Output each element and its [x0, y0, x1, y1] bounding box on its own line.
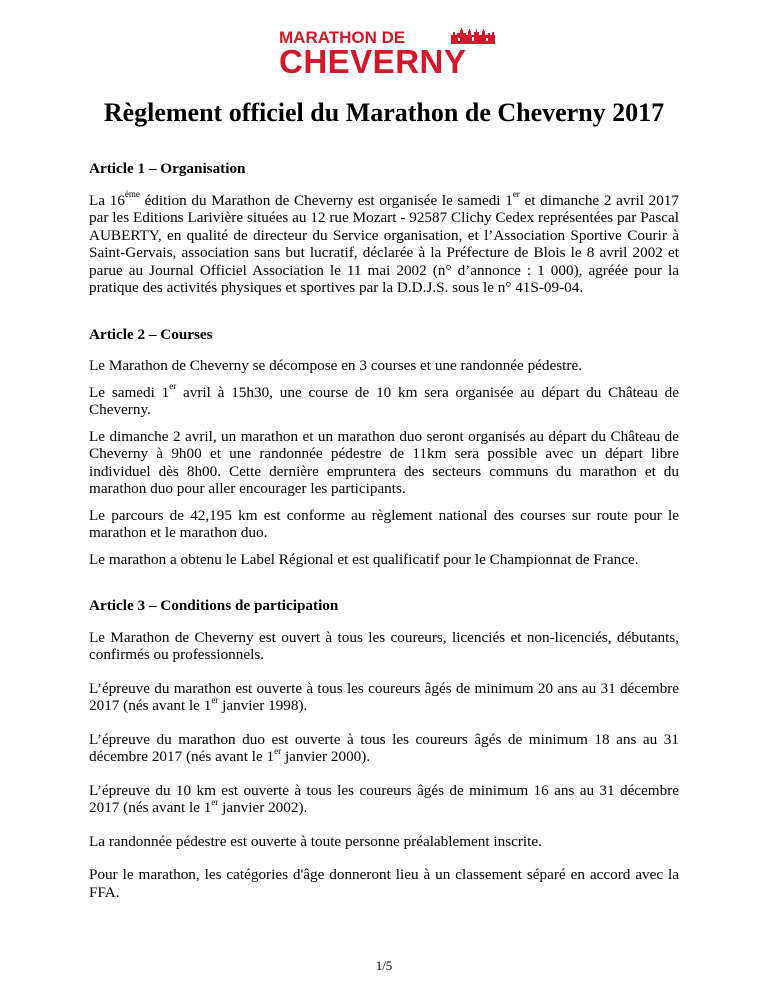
article-2-paragraph-3: Le dimanche 2 avril, un marathon et un marathon duo seront organisés au départ du Château de Cheverny à 9h00 et une randonnée pédestre de 11km sera possible avec un départ libre individuel dès 8h00. Cette dernière empruntera des secteurs communs du marathon et du marathon duo pour aller encourager les participants.: [89, 427, 679, 497]
superscript: er: [512, 189, 520, 200]
superscript: er: [169, 381, 177, 392]
text-run: La 16: [89, 191, 125, 209]
logo-line2: CHEVERNY: [279, 43, 467, 80]
logo-line1: MARATHON DE: [279, 28, 406, 47]
page-number: 1/5: [375, 958, 393, 973]
text-run: janvier 2002).: [218, 799, 308, 816]
text-run: L’épreuve du marathon est ouverte à tous les coureurs âgés de minimum 20 ans au 31 décembre 2017 (nés avant le 1: [89, 679, 679, 714]
text-run: janvier 2000).: [281, 748, 371, 765]
castle-icon: [451, 27, 495, 44]
article-3-paragraph-1: Le Marathon de Cheverny est ouvert à tous les coureurs, licenciés et non-licenciés, débutants, confirmés ou professionnels.: [89, 628, 679, 663]
article-2-heading: Article 2 – Courses: [89, 325, 213, 343]
text-run: L’épreuve du 10 km est ouverte à tous les coureurs âgés de minimum 16 ans au 31 décembre 2017 (nés avant le 1: [89, 781, 679, 816]
article-2-paragraph-5: Le marathon a obtenu le Label Régional et est qualificatif pour le Championnat de France.: [89, 550, 639, 568]
article-3-paragraph-5: La randonnée pédestre est ouverte à toute personne préalablement inscrite.: [89, 832, 542, 850]
superscript: ème: [124, 189, 140, 200]
article-2-paragraph-2: [89, 381, 679, 419]
article-3-paragraph-4: [89, 782, 679, 817]
article-3-paragraph-2: [89, 680, 679, 715]
document-body: [89, 160, 679, 910]
text-run: avril à 15h30, une course de 10 km sera organisée au départ du Château de Cheverny.: [89, 383, 679, 418]
superscript: er: [211, 796, 219, 807]
article-3-paragraph-3: [89, 731, 679, 766]
marathon-logo: [279, 26, 497, 82]
superscript: er: [274, 745, 282, 756]
article-3-paragraph-6: Pour le marathon, les catégories d'âge donneront lieu à un classement séparé en accord avec la FFA.: [89, 866, 679, 901]
document-title: Règlement officiel du Marathon de Cheverny 2017: [103, 98, 665, 127]
text-run: et dimanche 2 avril 2017 par les Editions Larivière situées au 12 rue Mozart - 92587 Clichy Cedex représentées par Pascal AUBERTY, en qualité de directeur du Service organisation, et l’Association Sportive Courir à Saint-Gervais, association sans but lucratif, déclarée à la Préfecture de Blois le 8 avril 2002 et parue au Journal Officiel Association le 11 mai 2002 (n° d’annonce : 1 000), agréée pour la pratique des activités physiques et sportives par la D.D.J.S. sous le n° 41S-09-04.: [89, 191, 679, 296]
text-run: janvier 1998).: [218, 697, 308, 714]
text-run: L’épreuve du marathon duo est ouverte à tous les coureurs âgés de minimum 18 ans au 31 décembre 2017 (nés avant le 1: [89, 730, 679, 765]
article-1-paragraph-1: [89, 189, 679, 297]
article-2-paragraph-1: Le Marathon de Cheverny se décompose en 3 courses et une randonnée pédestre.: [89, 357, 582, 374]
article-2-paragraph-4: Le parcours de 42,195 km est conforme au règlement national des courses sur route pour le marathon et le marathon duo.: [89, 506, 679, 541]
article-3-heading: Article 3 – Conditions de participation: [89, 597, 339, 614]
text-run: Le samedi 1: [89, 383, 170, 401]
superscript: er: [211, 694, 219, 705]
text-run: édition du Marathon de Cheverny est organisée le samedi 1: [139, 191, 513, 209]
article-1-heading: Article 1 – Organisation: [89, 160, 246, 177]
